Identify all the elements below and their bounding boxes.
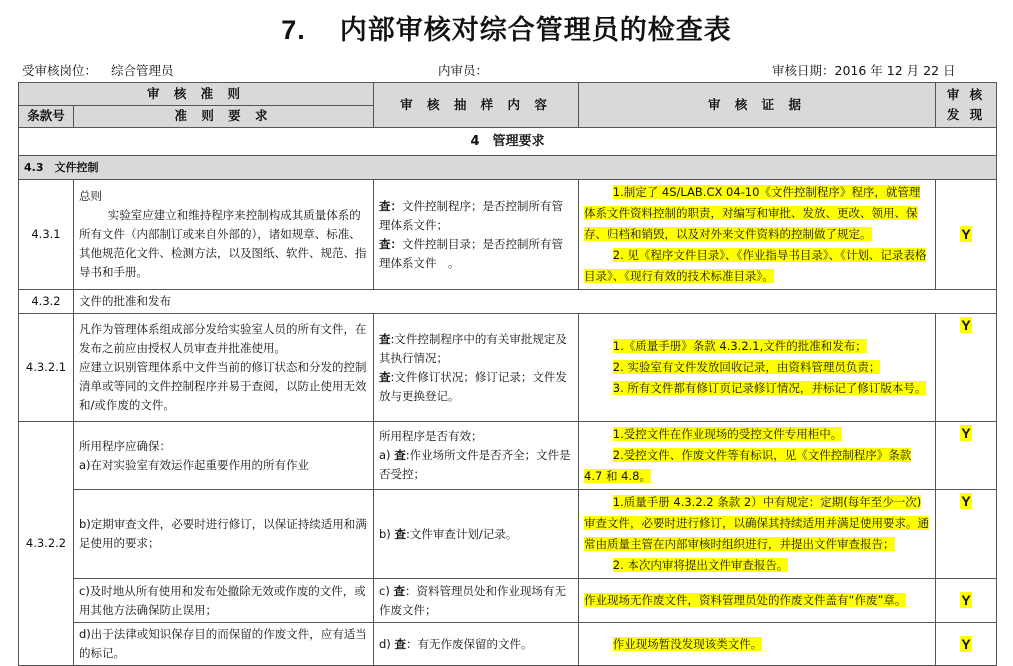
finding-cell xyxy=(936,314,997,422)
evidence-text: 2.受控文件、作废文件等有标识，见《文件控制程序》条款 4.7 和 4.8。 xyxy=(584,448,912,483)
sampling-text: ：有无作废保留的文件。 xyxy=(405,636,533,651)
subsection-row xyxy=(19,156,997,180)
sampling-cell xyxy=(374,314,579,422)
sampling-cell xyxy=(374,180,579,290)
sampling-cell xyxy=(374,490,579,579)
evidence-item xyxy=(584,634,930,655)
title-number: 7. xyxy=(281,15,306,45)
criteria-header: 审 核 准 则 xyxy=(19,83,374,106)
check-key: 查 xyxy=(394,636,406,651)
sampling-cell xyxy=(374,623,579,666)
evidence-item xyxy=(584,378,930,399)
section-row xyxy=(19,128,997,156)
clause-no: 4.3.2.2 xyxy=(19,422,74,666)
finding-header xyxy=(936,83,997,128)
finding-value: Y xyxy=(961,425,971,441)
table-row xyxy=(19,422,997,490)
finding-value: Y xyxy=(961,226,971,242)
sampling-text: 文件控制程序；是否控制所有管理体系文件； xyxy=(379,198,563,232)
requirement-cell xyxy=(74,180,374,290)
clause-no: 4.3.2 xyxy=(19,290,74,314)
check-key: 查 xyxy=(394,448,406,462)
check-key: 查： xyxy=(379,198,402,213)
evidence-text: 作业现场无作废文件，资料管理员处的作废文件盖有“作废”章。 xyxy=(584,593,907,607)
evidence-cell xyxy=(579,180,936,290)
requirement-cell: c)及时地从所有使用和发布处撤除无效或作废的文件，或用其他方法确保防止误用； xyxy=(74,579,374,623)
evidence-item xyxy=(584,182,930,245)
requirement-body: 实验室应建立和维持程序来控制构成其质量体系的所有文件（内部制订或来自外部的），诸如规章、标准、其他规范化文件、检测方法，以及图纸、软件、规范、指导书和手册。 xyxy=(79,208,367,279)
finding-cell xyxy=(936,623,997,666)
sampling-item xyxy=(379,235,573,273)
evidence-item xyxy=(584,492,930,555)
check-key: 查 xyxy=(393,583,405,598)
title-text: 内部审核对综合管理员的检查表 xyxy=(339,15,732,46)
evidence-cell xyxy=(579,579,936,623)
evidence-cell xyxy=(579,490,936,579)
evidence-text: 1.制定了 4S/LAB.CX 04-10《文件控制程序》程序，就管理体系文件资料控制的职责，对编写和审批、发放、更改、领用、保存、归档和销毁，以及对外来文件资料的控制做了规定。 xyxy=(584,185,921,241)
post-label: 受审核岗位： xyxy=(22,63,98,78)
requirement-cell: d)出于法律或知识保存目的而保留的作废文件，应有适当的标记。 xyxy=(74,623,374,666)
evidence-text: 作业现场暂没发现该类文件。 xyxy=(612,636,763,651)
check-key: 查 xyxy=(394,526,406,541)
requirement-cell: b)定期审查文件，必要时进行修订，以保证持续适用和满足使用的要求； xyxy=(74,490,374,579)
requirement-text: 所用程序应确保： xyxy=(79,438,171,453)
finding-header-line1: 审 核 xyxy=(946,87,986,102)
sampling-text: :文件控制程序中的有关审批规定及其执行情况； xyxy=(379,331,567,365)
finding-value: Y xyxy=(961,592,971,608)
requirement-title: 总则 xyxy=(79,189,102,203)
sampling-item xyxy=(379,446,573,484)
item-letter: c) xyxy=(379,583,394,598)
auditor-label: 内审员： xyxy=(438,63,489,78)
evidence-cell xyxy=(579,314,936,422)
clause-title: 文件的批准和发布 xyxy=(74,290,997,314)
evidence-text: 2. 实验室有文件发放回收记录，由资料管理员负责； xyxy=(612,360,881,374)
check-key: 查 xyxy=(379,331,391,346)
evidence-text: 1.受控文件在作业现场的受控文件专用柜中。 xyxy=(612,427,843,441)
requirement-text: 凡作为管理体系组成部分发给实验室人员的所有文件，在发布之前应由授权人员审查并批准使用。 xyxy=(79,322,367,355)
item-letter: a) xyxy=(379,448,395,462)
sampling-item xyxy=(379,197,573,235)
clause-no: 4.3.1 xyxy=(19,180,74,290)
sampling-text: :作业场所文件是否齐全；文件是否受控； xyxy=(379,448,571,481)
evidence-cell xyxy=(579,623,936,666)
evidence-item xyxy=(584,445,930,487)
date-value: 2016 年 12 月 22 日 xyxy=(834,63,956,78)
requirement-header: 准 则 要 求 xyxy=(74,105,374,128)
sampling-cell xyxy=(374,579,579,623)
evidence-item xyxy=(584,357,930,378)
table-row xyxy=(19,623,997,666)
finding-cell xyxy=(936,180,997,290)
requirement-text: 应建立识别管理体系中文件当前的修订状态和分发的控制清单或等同的文件控制程序并易于查阅，以防止使用无效和/或作废的文件。 xyxy=(79,360,367,412)
finding-cell xyxy=(936,579,997,623)
section-title: 4 管理要求 xyxy=(19,128,997,156)
table-row xyxy=(19,290,997,314)
evidence-text: 2. 本次内审将提出文件审查报告。 xyxy=(612,558,789,572)
finding-header-line2: 发 现 xyxy=(946,107,986,122)
check-key: 查 xyxy=(379,369,391,384)
table-row xyxy=(19,490,997,579)
sampling-text: 所用程序是否有效； xyxy=(379,429,483,443)
evidence-item xyxy=(584,555,930,576)
evidence-item xyxy=(584,336,930,357)
requirement-text: a)在对实验室有效运作起重要作用的所有作业 xyxy=(79,457,310,472)
evidence-cell xyxy=(579,422,936,490)
audit-date xyxy=(772,61,956,79)
post-value: 综合管理员 xyxy=(111,63,174,78)
finding-cell xyxy=(936,490,997,579)
sampling-text: :文件修订状况；修订记录；文件发放与更换登记。 xyxy=(379,369,567,403)
sampling-text: :文件审查计划/记录。 xyxy=(405,526,518,541)
finding-value: Y xyxy=(961,493,971,509)
check-key: 查： xyxy=(379,236,402,251)
evidence-item xyxy=(584,245,930,287)
table-row xyxy=(19,314,997,422)
checklist-table xyxy=(18,82,997,666)
finding-cell xyxy=(936,422,997,490)
sampling-text: 文件控制目录；是否控制所有管理体系文件 。 xyxy=(379,236,563,270)
evidence-header: 审 核 证 据 xyxy=(579,83,936,128)
sampling-cell xyxy=(374,422,579,490)
item-letter: b) xyxy=(379,526,395,541)
sampling-item xyxy=(379,330,573,368)
date-label: 审核日期： xyxy=(772,63,835,78)
table-row xyxy=(19,579,997,623)
evidence-text: 1.《质量手册》条款 4.3.2.1,文件的批准和发布； xyxy=(612,339,867,353)
finding-value: Y xyxy=(961,317,971,333)
sampling-header: 审 核 抽 样 内 容 xyxy=(374,83,579,128)
evidence-text: 3. 所有文件都有修订页记录修订情况，并标记了修订版本号。 xyxy=(612,381,927,395)
requirement-cell xyxy=(74,422,374,490)
header-row-1 xyxy=(19,83,997,106)
subsection-title: 4.3 文件控制 xyxy=(19,156,997,180)
table-row xyxy=(19,180,997,290)
evidence-text: 1.质量手册 4.3.2.2 条款 2）中有规定：定期(每年至少一次)审查文件，必要时进行修订，以确保其持续适用并满足使用要求。通常由质量主管在内部审核时组织进行，并提出文件审查报告； xyxy=(584,495,929,551)
sampling-text: ：资料管理员处和作业现场有无作废文件； xyxy=(379,583,566,617)
audited-post xyxy=(22,61,174,79)
clause-no-header: 条款号 xyxy=(19,105,74,128)
sampling-item xyxy=(379,368,573,406)
requirement-cell xyxy=(74,314,374,422)
document-title xyxy=(0,8,1013,47)
finding-value: Y xyxy=(961,635,971,652)
clause-no: 4.3.2.1 xyxy=(19,314,74,422)
item-letter: d) xyxy=(379,636,395,651)
evidence-text: 2. 见《程序文件目录》、《作业指导书目录》、《计划、记录表格目录》、《现行有效的技术标准目录》。 xyxy=(584,248,927,283)
evidence-item xyxy=(584,424,930,445)
